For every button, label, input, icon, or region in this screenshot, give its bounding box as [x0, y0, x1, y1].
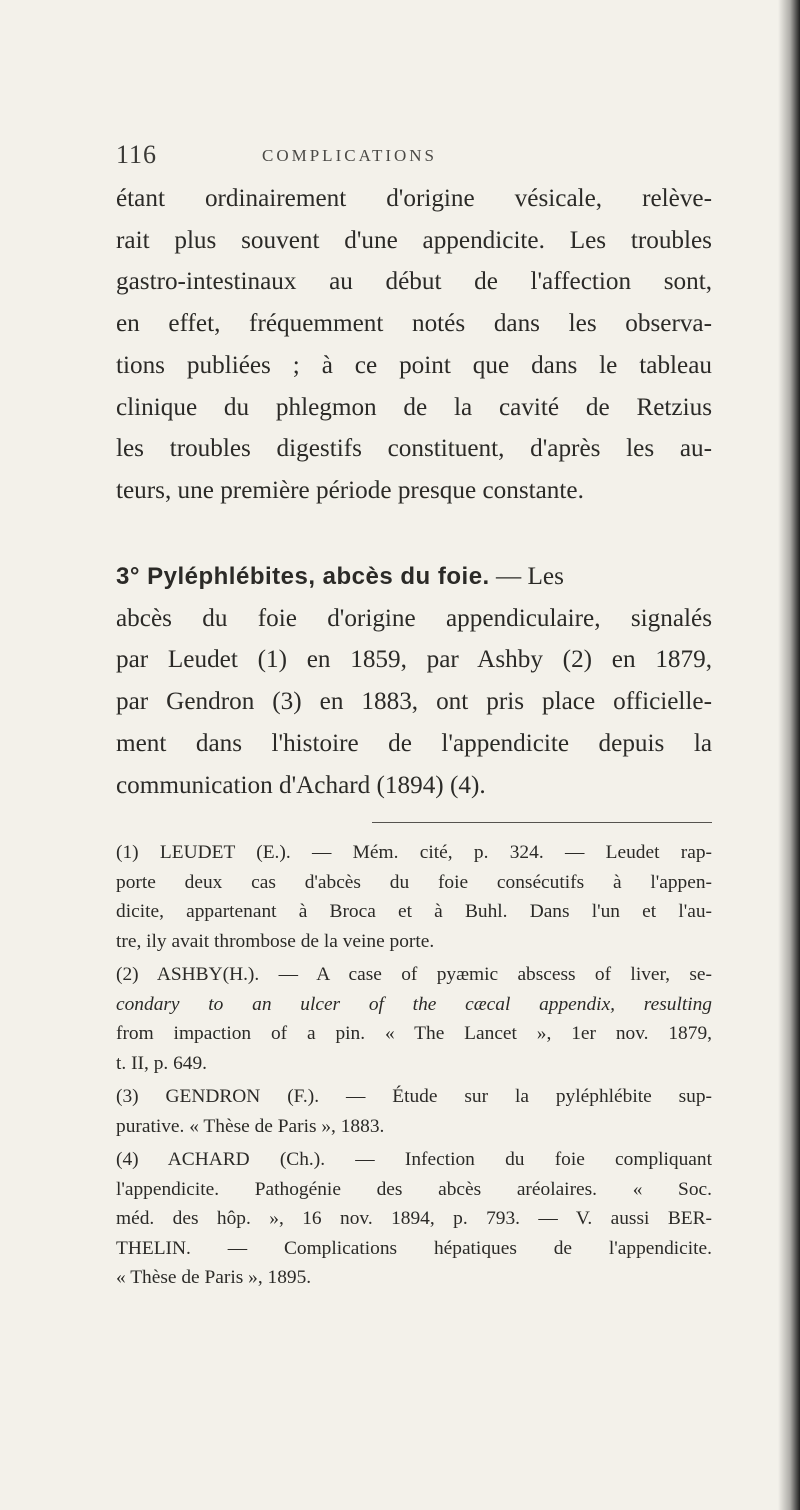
footnote-2	[116, 960, 712, 1078]
footnote-line: condary to an ulcer of the cæcal appendix, resulting	[116, 993, 712, 1015]
footnote-line: (1) LEUDET (E.). — Mém. cité, p. 324. — Leudet rap-	[116, 842, 712, 863]
section-heading: 3° Pyléphlébites, abcès du foie.	[116, 563, 490, 590]
footnotes	[116, 838, 712, 1297]
text-line: — Les	[489, 563, 564, 590]
footnote-line: méd. des hôp. », 16 nov. 1894, p. 793. — V. aussi BER-	[116, 1208, 712, 1229]
text-line: gastro-intestinaux au début de l'affection sont,	[116, 268, 712, 296]
page-edge-shadow	[778, 0, 800, 1510]
text-line: par Leudet (1) en 1859, par Ashby (2) en 1879,	[116, 646, 712, 674]
footnote-line: (3) GENDRON (F.). — Étude sur la pyléphlébite sup-	[116, 1086, 712, 1107]
footnote-line: from impaction of a pin. « The Lancet », 1er nov. 1879,	[116, 1023, 712, 1044]
running-head: COMPLICATIONS	[262, 146, 438, 165]
footnote-line: purative. « Thèse de Paris », 1883.	[116, 1115, 385, 1137]
footnote-line: (2) ASHBY(H.). — A case of pyæmic abscess of liver, se-	[116, 964, 712, 985]
page-header	[116, 140, 716, 176]
footnote-line: t. II, p. 649.	[116, 1052, 208, 1074]
text-line: en effet, fréquemment notés dans les observa-	[116, 310, 712, 338]
footnote-4	[116, 1145, 712, 1293]
text-line: les troubles digestifs constituent, d'après les au-	[116, 435, 712, 463]
footnote-divider	[372, 822, 712, 823]
text-line: tions publiées ; à ce point que dans le tableau	[116, 351, 712, 379]
text-line: clinique du phlegmon de la cavité de Retzius	[116, 393, 712, 421]
footnote-line: dicite, appartenant à Broca et à Buhl. Dans l'un et l'au-	[116, 901, 712, 922]
footnote-line: « Thèse de Paris », 1895.	[116, 1267, 312, 1288]
text-line: communication d'Achard (1894) (4).	[116, 771, 486, 799]
text-line: rait plus souvent d'une appendicite. Les troubles	[116, 226, 712, 254]
footnote-line: tre, ily avait thrombose de la veine porte.	[116, 930, 435, 952]
footnote-line: (4) ACHARD (Ch.). — Infection du foie compliquant	[116, 1149, 712, 1170]
text-line: ment dans l'histoire de l'appendicite depuis la	[116, 729, 712, 757]
text-line: abcès du foie d'origine appendiculaire, signalés	[116, 604, 712, 632]
text-line: teurs, une première période presque constante.	[116, 476, 584, 504]
paragraph-1	[116, 178, 712, 512]
section-3	[116, 556, 712, 806]
footnote-1	[116, 838, 712, 956]
text-line: étant ordinairement d'origine vésicale, relève-	[116, 185, 712, 212]
footnote-line: l'appendicite. Pathogénie des abcès aréolaires. « Soc.	[116, 1178, 712, 1200]
footnote-line: porte deux cas d'abcès du foie consécutifs à l'appen-	[116, 871, 712, 893]
text-line: par Gendron (3) en 1883, ont pris place officielle-	[116, 688, 712, 716]
footnote-line: THELIN. — Complications hépatiques de l'appendicite.	[116, 1237, 712, 1259]
page-number: 116	[116, 140, 158, 169]
footnote-3	[116, 1082, 712, 1141]
section-first-line	[116, 556, 712, 598]
